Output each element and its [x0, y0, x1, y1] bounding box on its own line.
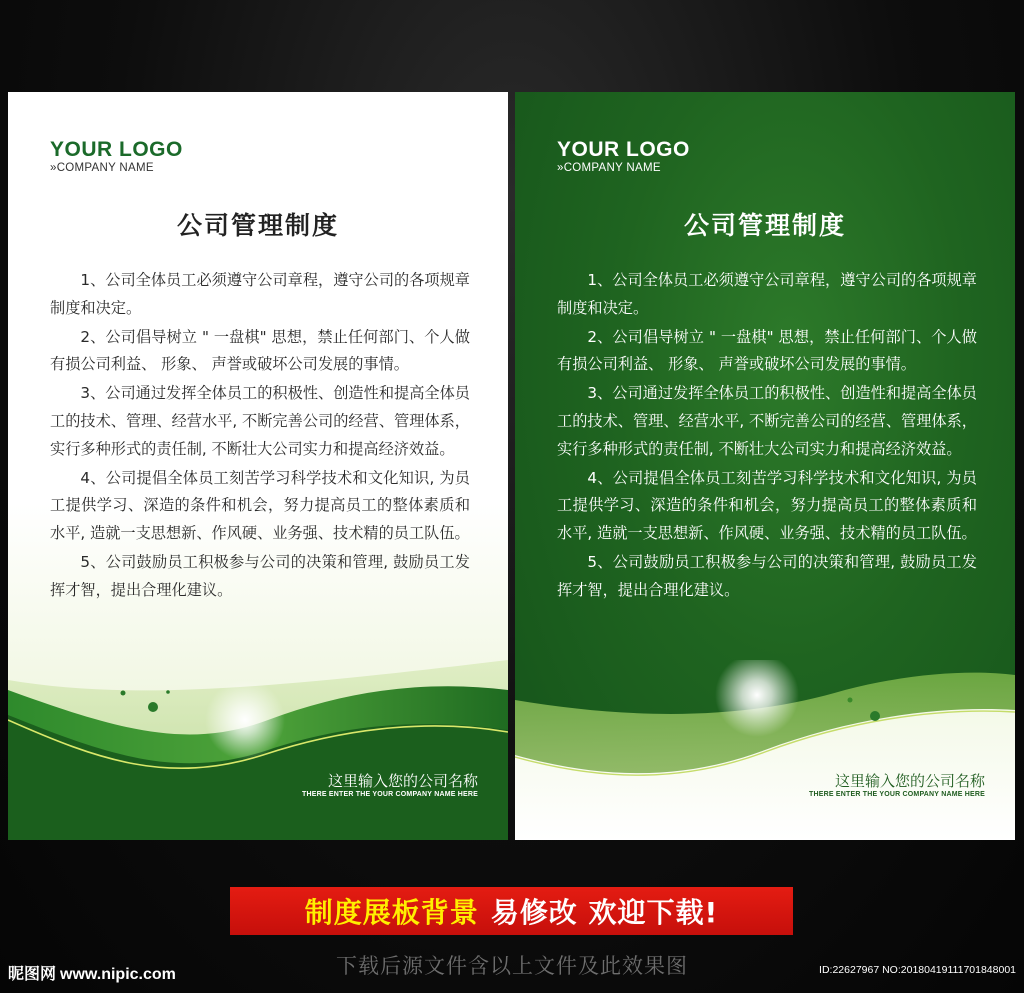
paragraph-3: 3、公司通过发挥全体员工的积极性、创造性和提高全体员工的技术、管理、经营水平, 不断完善公司的经营、管理体系，实行多种形式的责任制, 不断壮大公司实力和提高经济效益。 [557, 384, 977, 458]
site-name: 昵图网 [8, 964, 57, 983]
paragraph-4: 4、公司提倡全体员工刻苦学习科学技术和文化知识, 为员工提供学习、深造的条件和机会，努力提高员工的整体素质和水平, 造就一支思想新、作风硬、业务强、技术精的员工队伍。 [557, 468, 977, 543]
download-caption: 下载后源文件含以上文件及此效果图 [336, 954, 688, 978]
footer-company-name-en: THERE ENTER THE YOUR COMPANY NAME HERE [301, 791, 478, 798]
company-name-footer [302, 771, 478, 798]
company-logo [557, 139, 690, 175]
paragraph-2: 2、公司倡导树立 " 一盘棋" 思想，禁止任何部门、个人做有损公司利益、 形象、 声誉或破坏公司发展的事情。 [557, 327, 977, 374]
document-title: 公司管理制度 [683, 211, 846, 240]
logo-title: YOUR LOGO [557, 138, 690, 161]
green-wave-decoration [8, 660, 508, 840]
logo-company-name: »COMPANY NAME [557, 162, 661, 174]
watermark-site [8, 961, 176, 984]
paragraph-1: 1、公司全体员工必须遵守公司章程，遵守公司的各项规章制度和决定。 [557, 271, 977, 317]
banner-text-white: 易修改 欢迎下载! [490, 896, 719, 929]
document-body [557, 267, 977, 606]
banner-text-yellow: 制度展板背景 [304, 896, 479, 929]
footer-company-name-cn: 这里输入您的公司名称 [834, 772, 985, 790]
poster-white-version [8, 92, 508, 840]
image-id-label: ID:22627967 NO:20180419111701848001 [819, 964, 1016, 976]
footer-company-name-en: THERE ENTER THE YOUR COMPANY NAME HERE [808, 791, 985, 798]
company-logo [50, 139, 183, 175]
paragraph-5: 5、公司鼓励员工积极参与公司的决策和管理, 鼓励员工发挥才智，提出合理化建议。 [557, 552, 977, 599]
promo-banner [230, 887, 793, 935]
logo-company-name: »COMPANY NAME [50, 162, 154, 174]
poster-green-version [515, 92, 1015, 840]
light-wave-decoration [515, 660, 1015, 840]
company-name-footer [809, 771, 985, 798]
footer-company-name-cn: 这里输入您的公司名称 [327, 772, 478, 790]
document-body [50, 267, 470, 606]
paragraph-3: 3、公司通过发挥全体员工的积极性、创造性和提高全体员工的技术、管理、经营水平, 不断完善公司的经营、管理体系，实行多种形式的责任制, 不断壮大公司实力和提高经济效益。 [50, 384, 470, 458]
paragraph-2: 2、公司倡导树立 " 一盘棋" 思想，禁止任何部门、个人做有损公司利益、 形象、 声誉或破坏公司发展的事情。 [50, 327, 470, 374]
paragraph-5: 5、公司鼓励员工积极参与公司的决策和管理, 鼓励员工发挥才智，提出合理化建议。 [50, 552, 470, 599]
document-title: 公司管理制度 [176, 211, 339, 240]
paragraph-1: 1、公司全体员工必须遵守公司章程，遵守公司的各项规章制度和决定。 [50, 271, 470, 317]
paragraph-4: 4、公司提倡全体员工刻苦学习科学技术和文化知识, 为员工提供学习、深造的条件和机会，努力提高员工的整体素质和水平, 造就一支思想新、作风硬、业务强、技术精的员工队伍。 [50, 468, 470, 543]
logo-title: YOUR LOGO [50, 138, 183, 161]
site-url: www.nipic.com [60, 966, 176, 983]
